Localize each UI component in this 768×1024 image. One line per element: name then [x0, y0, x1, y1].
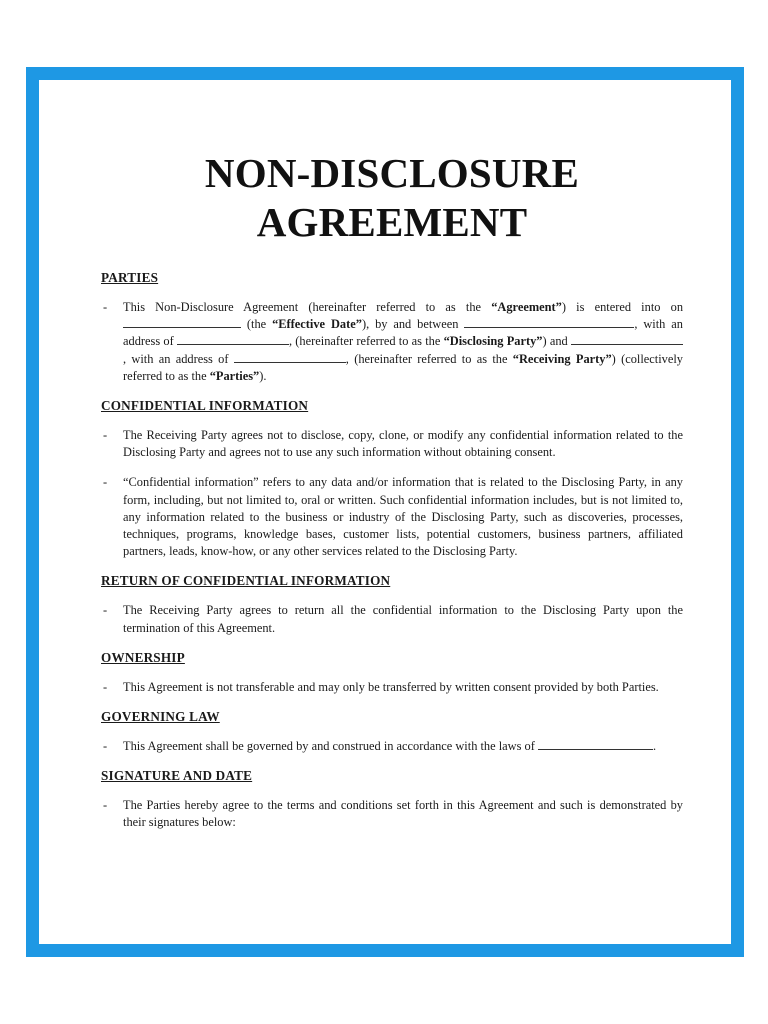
clause-text: This Agreement shall be governed by and construed in accordance with the laws of: [123, 739, 538, 754]
section-heading-confidential-information: CONFIDENTIAL INFORMATION: [101, 398, 309, 414]
bullet-dash: -: [103, 428, 108, 443]
parties-clause: [101, 299, 683, 385]
clause-text: .: [652, 739, 657, 754]
document-title: [101, 149, 683, 247]
ownership-clause: [101, 679, 683, 696]
term-disclosing-party: “Disclosing Party”: [443, 334, 543, 349]
clause-text: ) (collectively referred to as the: [123, 351, 684, 383]
section-heading-signature-and-date: SIGNATURE AND DATE: [101, 768, 253, 784]
clause-text: “Confidential information” refers to any data and/or information that is related to the Disclosing Party, in any form, including, but not limited to, oral or written. Such confidential information includes, but is not limited to, any information related to the business or industry of the Disclosing Party, such as discoveries, processes, techniques, programs, knowledge bases, customer lists, potential customers, business partners, affiliated partners, leads, know-how, or any other services related to the Disclosing Party.: [123, 475, 683, 559]
clause-text: This Agreement is not transferable and may only be transferred by written consent provided by both Parties.: [123, 679, 659, 694]
title-line-1: NON-DISCLOSURE: [204, 150, 580, 196]
blank-date-field[interactable]: [123, 316, 241, 328]
governing-law-clause: [101, 738, 683, 755]
clause-text: ), by and between: [361, 317, 465, 332]
bullet-dash: -: [103, 603, 108, 618]
bullet-dash: -: [103, 739, 108, 754]
clause-text: , (hereinafter referred to as the: [345, 351, 513, 366]
term-parties: “Parties”: [209, 368, 260, 383]
term-effective-date: “Effective Date”: [272, 317, 362, 332]
clause-text: , (hereinafter referred to as the: [288, 334, 444, 349]
clause-text: , with an address of: [123, 351, 234, 366]
blank-disclosing-party-name[interactable]: [464, 316, 634, 328]
bullet-dash: -: [103, 798, 108, 813]
clause-text: The Receiving Party agrees to return all the confidential information to the Disclosing Party upon the termination of this Agreement.: [123, 603, 683, 635]
document-body: [101, 149, 683, 845]
document-frame: [26, 67, 744, 957]
signature-clause: [101, 797, 683, 831]
bullet-dash: -: [103, 300, 108, 314]
section-heading-governing-law: GOVERNING LAW: [101, 709, 220, 725]
term-agreement: “Agreement”: [491, 300, 562, 314]
confidential-clause-2: [101, 474, 683, 560]
clause-text: ).: [259, 368, 267, 383]
blank-governing-jurisdiction[interactable]: [538, 738, 653, 750]
return-clause: [101, 602, 683, 636]
blank-disclosing-party-address[interactable]: [177, 333, 289, 345]
confidential-clause-1: [101, 427, 683, 461]
clause-text: , with an address of: [123, 317, 683, 349]
clause-text: (the: [241, 317, 273, 332]
blank-receiving-party-name[interactable]: [571, 333, 683, 345]
section-heading-parties: PARTIES: [101, 270, 159, 285]
blank-receiving-party-address[interactable]: [234, 351, 346, 363]
clause-text: ) and: [542, 334, 571, 349]
bullet-dash: -: [103, 679, 108, 694]
clause-text: The Receiving Party agrees not to disclose, copy, clone, or modify any confidential information related to the Disclosing Party and agrees not to use any such information without obtaining consent.: [123, 428, 683, 460]
term-receiving-party: “Receiving Party”: [512, 351, 612, 366]
bullet-dash: -: [103, 475, 108, 490]
clause-text: The Parties hereby agree to the terms and conditions set forth in this Agreement and such is demonstrated by their signatures below:: [123, 798, 683, 830]
section-heading-ownership: OWNERSHIP: [101, 649, 185, 665]
section-heading-return-of-confidential-information: RETURN OF CONFIDENTIAL INFORMATION: [101, 573, 391, 589]
title-line-2: AGREEMENT: [256, 199, 528, 245]
clause-text: ) is entered into on: [561, 300, 684, 314]
clause-text: This Non-Disclosure Agreement (hereinafter referred to as the: [123, 300, 492, 314]
